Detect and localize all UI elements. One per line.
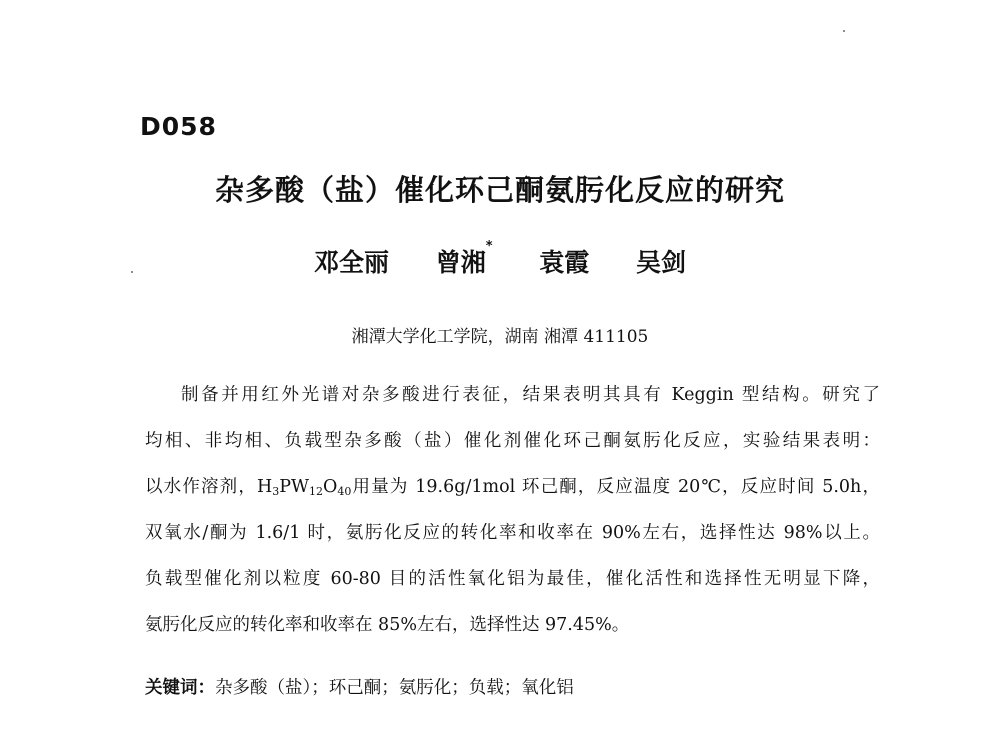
- affiliation: 湘潭大学化工学院，湖南 湘潭 411105: [351, 327, 649, 347]
- author: [314, 243, 389, 279]
- abstract-line: 制备并用红外光谱对杂多酸进行表征，结果表明其具有 Keggin 型结构。研究了: [181, 385, 880, 405]
- subscript: 3: [272, 485, 280, 498]
- corresponding-author-mark: *: [485, 239, 493, 254]
- abstract-text: 用量为 19.6g/1mol 环己酮，反应温度 20℃，反应时间 5.0h，: [351, 477, 880, 497]
- author-list: [0, 239, 1000, 279]
- scan-speck: [131, 271, 133, 273]
- abstract-line: 负载型催化剂以粒度 60-80 目的活性氧化铝为最佳，催化活性和选择性无明显下降，: [145, 569, 880, 589]
- paper-title: 杂多酸（盐）催化环己酮氨肟化反应的研究: [214, 173, 785, 207]
- author-name: 曾湘: [435, 248, 486, 277]
- abstract-text: 以水作溶剂，H: [145, 477, 273, 497]
- subscript: 12: [309, 485, 324, 498]
- abstract: [145, 372, 880, 648]
- abstract-text: O: [323, 477, 338, 497]
- scan-speck: [843, 30, 845, 32]
- author-name: 吴剑: [636, 248, 687, 277]
- abstract-line: 氨肟化反应的转化率和收率在 85%左右，选择性达 97.45%。: [145, 615, 630, 635]
- abstract-line-formula: [145, 464, 880, 510]
- subscript: 40: [337, 485, 352, 498]
- author-name: 邓全丽: [313, 248, 389, 277]
- author: [435, 239, 493, 279]
- abstract-text: PW: [279, 477, 310, 497]
- abstract-line: 均相、非均相、负载型杂多酸（盐）催化剂催化环己酮氨肟化反应，实验结果表明：: [145, 431, 880, 451]
- abstract-line: 双氧水/酮为 1.6/1 时，氨肟化反应的转化率和收率在 90%左右，选择性达 98%以上。: [145, 523, 880, 543]
- keywords-label: 关键词：: [145, 678, 215, 698]
- author: [539, 243, 589, 279]
- author: [636, 243, 686, 279]
- keywords: [145, 674, 574, 699]
- author-name: 袁霞: [539, 248, 590, 277]
- keywords-text: 杂多酸（盐）；环己酮；氨肟化；负载；氧化铝: [215, 678, 574, 698]
- paper-code: D058: [140, 112, 217, 141]
